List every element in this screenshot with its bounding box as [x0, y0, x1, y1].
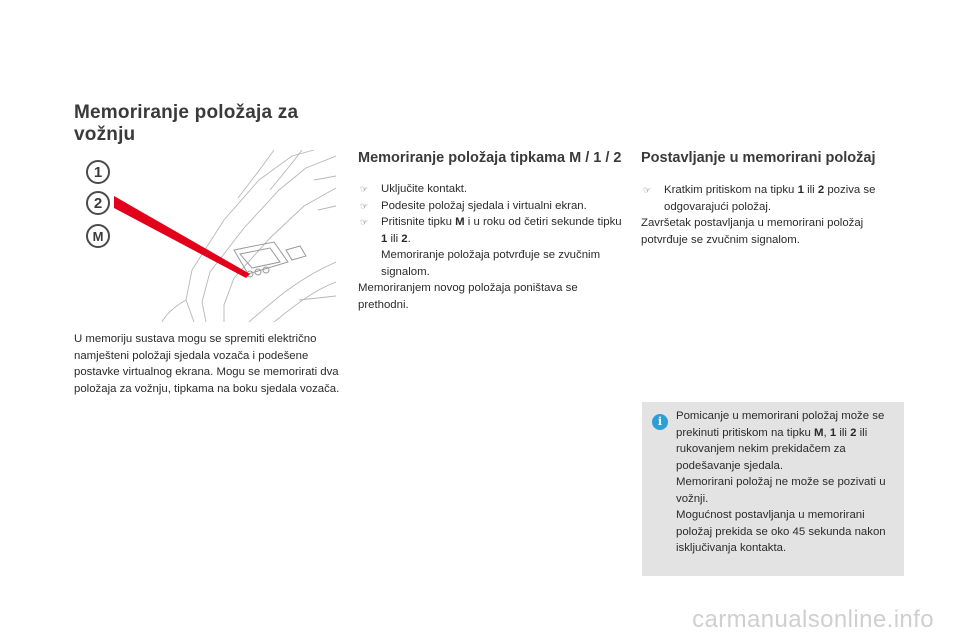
svg-text:M: M	[92, 229, 104, 244]
page-title: Memoriranje položaja za vožnju	[74, 102, 299, 145]
pointing-hand-icon: ☞	[643, 185, 652, 195]
recall-steps	[641, 182, 907, 215]
memorize-heading: Memoriranje položaja tipkama M / 1 / 2	[358, 150, 622, 166]
note-paragraph-3: Mogućnost postavljanja u memorirani položaj prekida se oko 45 sekunda nakon isključivanja kontakta.	[676, 509, 886, 554]
pointing-hand-icon: ☞	[360, 217, 369, 227]
svg-text:2: 2	[93, 195, 103, 212]
memorize-section	[358, 150, 624, 313]
pointing-hand-icon: ☞	[360, 184, 369, 194]
memory-button-1	[87, 161, 109, 183]
list-item: ☞ Uključite kontakt.	[358, 181, 624, 198]
watermark: carmanualsonline.info	[692, 606, 934, 633]
info-icon: i	[652, 414, 668, 430]
note-paragraph-2: Memorirani položaj ne može se pozivati u vožnji.	[676, 476, 886, 505]
driver-seat-drawing	[74, 150, 336, 322]
memory-button-2	[87, 192, 109, 214]
svg-text:1: 1	[93, 164, 103, 181]
seat-memory-buttons-illustration	[74, 150, 336, 322]
info-note-box	[642, 402, 904, 576]
intro-paragraph: U memoriju sustava mogu se spremiti električno namješteni položaji sjedala vozača i podešene postavke virtualnog ekrana. Mogu se memorirati dva položaja za vožnju, tipkama na boku sjedala vozača.	[74, 333, 340, 395]
pointing-hand-icon: ☞	[360, 200, 369, 211]
recall-footer: Završetak postavljanja u memorirani položaj potvrđuje se zvučnim signalom.	[641, 217, 864, 246]
list-item: ☞ Podesite položaj sjedala i virtualni ekran.	[358, 198, 624, 215]
highlight-pointer	[114, 196, 250, 278]
note-paragraph-1: Pomicanje u memorirani položaj može se prekinuti pritiskom na tipku M, 1 ili 2 ili rukovanjem nekim prekidačem za podešavanje sjedala.	[676, 410, 885, 472]
memory-button-m	[87, 225, 109, 247]
memorize-footer: Memoriranjem novog položaja poništava se prethodni.	[358, 282, 578, 311]
recall-section	[641, 150, 907, 248]
list-item: ☞ Pritisnite tipku M i u roku od četiri sekunde tipku 1 ili 2. Memoriranje položaja potvrđuje se zvučnim signalom.	[360, 216, 622, 278]
recall-heading: Postavljanje u memorirani položaj	[641, 150, 876, 166]
memorize-steps	[358, 181, 624, 280]
list-item: ☞ Kratkim pritiskom na tipku 1 ili 2 poziva se odgovarajući položaj.	[643, 184, 876, 213]
